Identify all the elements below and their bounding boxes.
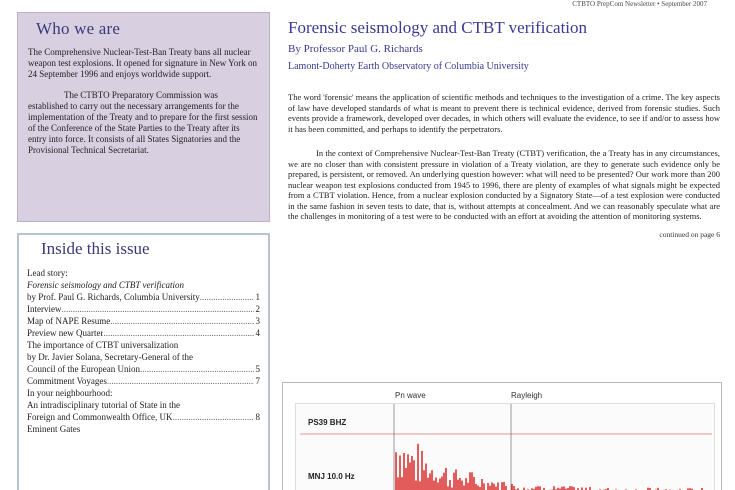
article-paragraph: The word 'forensic' means the application of scientific methods and techniques to the investigation of a crime. The key aspects of law have developed standards of what is meant to prevent there is technical evidence, derived from forensic studies. Such events provide a framework, developed over decades, in which others will evaluate the evidence, to see if and/or to assess how it has been committed, and perhaps to identify the perpetrators. <box>288 92 720 134</box>
trace-label: MNJ 10.0 Hz <box>308 472 355 481</box>
toc-item[interactable] <box>27 363 260 375</box>
article-paragraph: In the context of Comprehensive Nuclear-Test-Ban Treaty (CTBT) verification, the a Treaty has in any circumstances, we are no closer than with consistent pressure in violation of a Treaty violation, are they to generate such evidence only be prepared, is persistent, or removed. An underlying question however: what will need to be presented? Our work more than 200 nuclear weapon test explosions conducted from 1945 to 1996, there are plenty of examples of what signals might be expected from a CTBT violation. Hence, from a nuclear explosion conducted by a Signatory State—of a test explosion were conducted in the same fashion in seven tests to date, that is, without attempts at concealment. And we can reasonably speculate what are the challenges in monitoring of a test were to be conducted with an effort at avoiding the attention of monitoring systems. <box>288 148 720 221</box>
toc-item-text: Commitment Voyages <box>27 376 107 386</box>
toc-item[interactable] <box>27 303 260 315</box>
toc-item-text: Lead story: <box>27 268 68 278</box>
toc-item[interactable] <box>27 399 260 411</box>
who-we-are-box <box>17 12 270 222</box>
toc-item-page: 7 <box>255 376 260 386</box>
toc-item[interactable] <box>27 351 260 363</box>
toc-item-text: Map of NAPE Resume <box>27 316 111 326</box>
toc-item[interactable] <box>27 279 260 291</box>
article-affiliation: Lamont-Doherty Earth Observatory of Columbia University <box>288 61 529 72</box>
toc-item-text: Forensic seismology and CTBT verification <box>27 280 184 290</box>
toc-item-page: 8 <box>255 412 260 422</box>
toc-item[interactable] <box>27 327 260 339</box>
phase-label: Rayleigh <box>511 391 543 400</box>
toc-item[interactable] <box>27 291 260 303</box>
seismogram-plot <box>295 403 715 490</box>
article-byline: By Professor Paul G. Richards <box>288 43 423 55</box>
article-title: Forensic seismology and CTBT verification <box>288 18 588 37</box>
toc-item-text: Preview new Quarter <box>27 328 104 338</box>
toc-item[interactable] <box>27 387 260 399</box>
who-we-are-title: Who we are <box>36 19 121 38</box>
inside-this-issue-title: Inside this issue <box>41 239 150 258</box>
toc-item-page: 3 <box>255 316 260 326</box>
seismic-trace <box>386 444 712 490</box>
header-note: CTBTO PrepCom Newsletter • September 2007 <box>572 0 707 8</box>
toc-item-page: 5 <box>255 364 260 374</box>
inside-this-issue-box <box>17 233 270 490</box>
toc-item[interactable] <box>27 411 260 423</box>
who-we-are-paragraph: The Comprehensive Nuclear-Test-Ban Treaty bans all nuclear weapon test explosions. It opened for signature in New York on 24 September 1996 and enjoys worldwide support. <box>28 47 257 79</box>
toc-item-text: An intradisciplinary tutorial of State in the <box>27 400 180 410</box>
main-article <box>288 18 720 239</box>
toc-item-page: 1 <box>255 292 260 302</box>
toc-item-text: Eminent Gates <box>27 424 81 434</box>
toc-item-text: Interview <box>27 304 62 314</box>
seismogram-svg <box>296 404 716 490</box>
seismogram-figure <box>282 382 722 490</box>
continued-note: continued on page 6 <box>659 229 720 239</box>
toc-item[interactable] <box>27 423 260 435</box>
toc-item-page: 4 <box>255 328 260 338</box>
toc-item[interactable] <box>27 315 260 327</box>
toc-item-text: by Prof. Paul G. Richards, Columbia University <box>27 292 200 302</box>
toc-item-text: The importance of CTBT universalization <box>27 340 179 350</box>
toc-item-text: Foreign and Commonwealth Office, UK <box>27 412 173 422</box>
toc-item-page: 2 <box>255 304 260 314</box>
toc-item[interactable] <box>27 339 260 351</box>
who-we-are-paragraph: The CTBTO Preparatory Commission was established to carry out the necessary arrangements for the implementation of the Treaty and to prepare for the first session of the Conference of the State Parties to the Treaty after its entry into force. It consists of all States Signatories and the Provisional Technical Secretariat. <box>28 90 258 155</box>
toc-item-text: In your neighbourhood: <box>27 388 113 398</box>
toc-item[interactable] <box>27 375 260 387</box>
trace-label: PS39 BHZ <box>308 418 347 427</box>
toc-item[interactable] <box>27 267 260 279</box>
toc-item-text: by Dr. Javier Solana, Secretary-General of the <box>27 352 193 362</box>
toc-item-text: Council of the European Union <box>27 364 140 374</box>
phase-label: Pn wave <box>395 391 426 400</box>
